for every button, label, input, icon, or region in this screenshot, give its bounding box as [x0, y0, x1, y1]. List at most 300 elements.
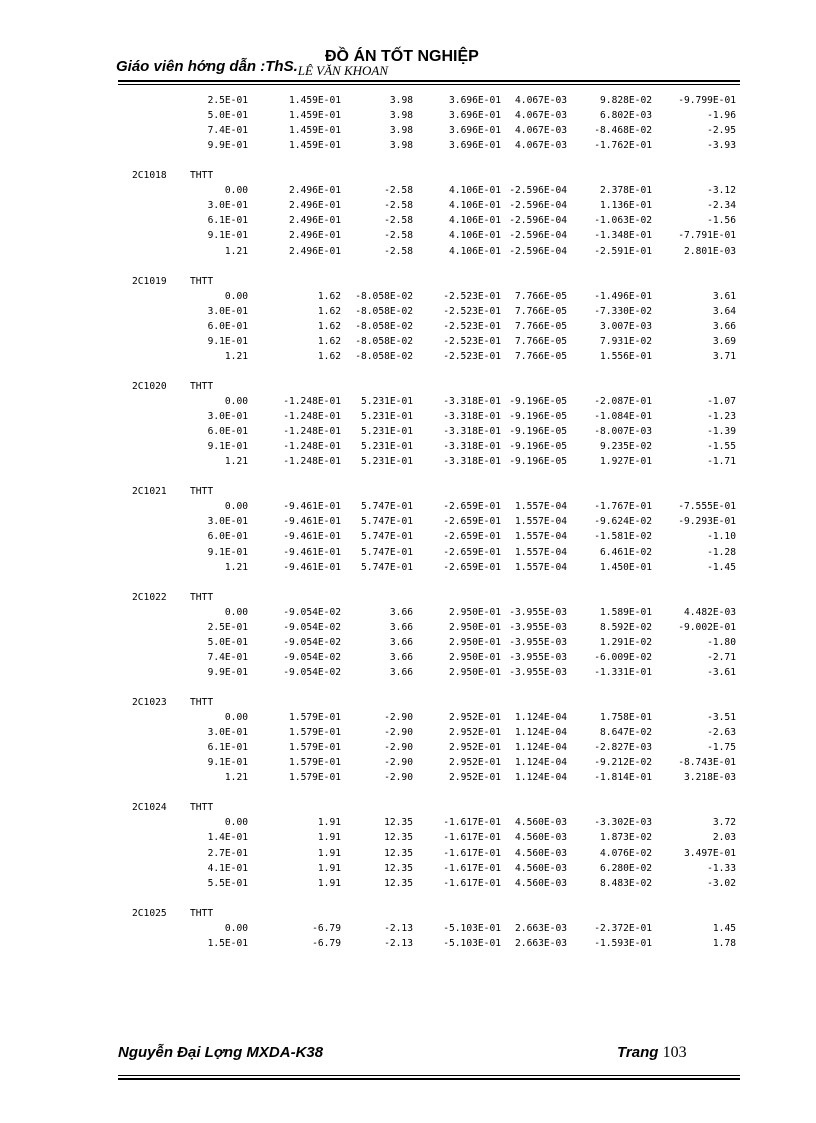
table-cell: -2.523E-01 — [443, 335, 501, 347]
table-cell: -2.58 — [384, 215, 413, 227]
table-cell: -2.90 — [384, 742, 413, 754]
table-row — [0, 846, 816, 861]
table-cell: -2.95 — [707, 125, 736, 137]
table-cell: 1.589E-01 — [600, 606, 652, 618]
table-row — [0, 876, 816, 891]
table-cell: 5.747E-01 — [361, 546, 413, 558]
table-cell: 7.766E-05 — [515, 320, 567, 332]
table-cell: 3.66 — [389, 606, 413, 618]
table-cell: 4.560E-03 — [515, 862, 567, 874]
table-cell: -2.659E-01 — [443, 561, 501, 573]
table-cell: -9.196E-05 — [509, 456, 567, 468]
member-header — [0, 274, 816, 289]
table-cell: -1.581E-02 — [594, 531, 652, 543]
table-cell: 3.696E-01 — [449, 110, 501, 122]
table-row — [0, 319, 816, 334]
table-cell: 3.0E-01 — [207, 516, 248, 528]
table-cell: 0.00 — [224, 817, 248, 829]
table-cell: -2.596E-04 — [509, 245, 567, 257]
table-cell: 4.076E-02 — [600, 847, 652, 859]
table-cell: -3.955E-03 — [509, 636, 567, 648]
table-cell: 1.579E-01 — [289, 757, 341, 769]
table-cell: 9.1E-01 — [207, 335, 248, 347]
table-cell: -2.596E-04 — [509, 200, 567, 212]
table-cell: 7.931E-02 — [600, 335, 652, 347]
table-cell: -2.13 — [384, 922, 413, 934]
table-cell: 2.952E-01 — [449, 742, 501, 754]
table-cell: -2.523E-01 — [443, 305, 501, 317]
table-cell: -9.461E-01 — [283, 501, 341, 513]
table-cell: 2.7E-01 — [207, 847, 248, 859]
table-cell: 6.280E-02 — [600, 862, 652, 874]
member-id: 2C1024 — [132, 802, 167, 814]
table-cell: -3.318E-01 — [443, 456, 501, 468]
table-cell: -2.63 — [707, 727, 736, 739]
table-cell: -3.02 — [707, 877, 736, 889]
table-cell: 1.557E-04 — [515, 561, 567, 573]
member-id: 2C1019 — [132, 275, 167, 287]
table-cell: 1.459E-01 — [289, 125, 341, 137]
table-cell: 3.98 — [389, 140, 413, 152]
table-cell: 0.00 — [224, 712, 248, 724]
table-cell: 4.067E-03 — [515, 125, 567, 137]
table-cell: -1.55 — [707, 441, 736, 453]
table-cell: 3.66 — [712, 320, 736, 332]
table-row — [0, 605, 816, 620]
table-row — [0, 213, 816, 228]
table-cell: -1.28 — [707, 546, 736, 558]
table-cell: 12.35 — [384, 832, 413, 844]
table-cell: 1.21 — [224, 350, 248, 362]
header-title: ĐỒ ÁN TỐT NGHIỆP — [325, 48, 479, 65]
table-cell: 3.72 — [712, 817, 736, 829]
table-cell: -2.659E-01 — [443, 501, 501, 513]
table-cell: -3.318E-01 — [443, 426, 501, 438]
table-cell: 9.9E-01 — [207, 140, 248, 152]
member-header — [0, 168, 816, 183]
footer-rule — [118, 1078, 740, 1080]
table-cell: 1.91 — [317, 817, 341, 829]
table-cell: -3.318E-01 — [443, 396, 501, 407]
table-cell: 1.557E-04 — [515, 531, 567, 543]
table-cell: -9.799E-01 — [678, 95, 736, 106]
table-row — [0, 198, 816, 213]
table-cell: -1.767E-01 — [594, 501, 652, 513]
table-cell: -3.955E-03 — [509, 606, 567, 618]
table-cell: -8.058E-02 — [355, 290, 413, 302]
table-cell: 6.0E-01 — [207, 426, 248, 438]
table-cell: 3.696E-01 — [449, 140, 501, 152]
table-cell: 5.0E-01 — [207, 636, 248, 648]
table-cell: -9.054E-02 — [283, 621, 341, 633]
table-cell: -5.103E-01 — [443, 922, 501, 934]
table-row — [0, 725, 816, 740]
table-cell: 1.579E-01 — [289, 712, 341, 724]
table-row — [0, 545, 816, 560]
table-cell: -2.58 — [384, 200, 413, 212]
table-cell: 3.007E-03 — [600, 320, 652, 332]
table-cell: -1.331E-01 — [594, 666, 652, 678]
header-advisor-prefix: Giáo viên hớng dẫn :ThS. — [116, 58, 298, 75]
table-cell: 1.62 — [317, 320, 341, 332]
table-cell: 3.66 — [389, 651, 413, 663]
table-cell: 2.950E-01 — [449, 651, 501, 663]
member-id: 2C1022 — [132, 591, 167, 603]
table-cell: -1.80 — [707, 636, 736, 648]
table-row — [0, 514, 816, 529]
table-cell: 1.459E-01 — [289, 110, 341, 122]
table-row — [0, 289, 816, 304]
table-cell: 3.66 — [389, 666, 413, 678]
load-case: THTT — [190, 486, 214, 498]
table-cell: 2.663E-03 — [515, 937, 567, 949]
table-cell: 12.35 — [384, 817, 413, 829]
table-cell: 7.766E-05 — [515, 350, 567, 362]
table-cell: -1.39 — [707, 426, 736, 438]
table-cell: 0.00 — [224, 606, 248, 618]
table-cell: 3.66 — [389, 621, 413, 633]
table-cell: -1.617E-01 — [443, 832, 501, 844]
table-cell: 6.0E-01 — [207, 320, 248, 332]
table-cell: 2.950E-01 — [449, 666, 501, 678]
table-cell: 1.459E-01 — [289, 95, 341, 106]
table-cell: 7.4E-01 — [207, 651, 248, 663]
table-cell: 6.1E-01 — [207, 742, 248, 754]
table-cell: -2.087E-01 — [594, 396, 652, 407]
table-cell: 4.106E-01 — [449, 215, 501, 227]
table-cell: 4.106E-01 — [449, 245, 501, 257]
table-row — [0, 755, 816, 770]
table-cell: -1.248E-01 — [283, 426, 341, 438]
table-cell: 4.560E-03 — [515, 832, 567, 844]
table-row — [0, 349, 816, 364]
table-cell: 2.5E-01 — [207, 95, 248, 106]
table-cell: -8.058E-02 — [355, 320, 413, 332]
table-cell: -3.12 — [707, 185, 736, 197]
header-advisor-name: LÊ VĂN KHOAN — [297, 63, 389, 78]
table-cell: 4.1E-01 — [207, 862, 248, 874]
table-cell: 6.1E-01 — [207, 215, 248, 227]
table-cell: 1.124E-04 — [515, 757, 567, 769]
table-cell: 1.124E-04 — [515, 727, 567, 739]
table-cell: 3.98 — [389, 95, 413, 106]
table-cell: -3.318E-01 — [443, 441, 501, 453]
table-cell: 8.592E-02 — [600, 621, 652, 633]
table-cell: -1.248E-01 — [283, 456, 341, 468]
header-rule-thin — [118, 84, 740, 85]
table-cell: 7.766E-05 — [515, 290, 567, 302]
table-cell: 1.4E-01 — [207, 832, 248, 844]
table-cell: 5.747E-01 — [361, 531, 413, 543]
table-cell: -1.617E-01 — [443, 817, 501, 829]
table-cell: 1.21 — [224, 772, 248, 784]
member-id: 2C1023 — [132, 697, 167, 708]
table-cell: 4.560E-03 — [515, 817, 567, 829]
table-row — [0, 529, 816, 544]
table-cell: -3.61 — [707, 666, 736, 678]
table-cell: -2.58 — [384, 185, 413, 197]
table-cell: -9.461E-01 — [283, 531, 341, 543]
table-cell: 5.231E-01 — [361, 396, 413, 407]
load-case: THTT — [190, 591, 214, 603]
table-cell: 7.766E-05 — [515, 335, 567, 347]
table-cell: -2.90 — [384, 712, 413, 724]
table-cell: -9.054E-02 — [283, 636, 341, 648]
table-cell: -1.71 — [707, 456, 736, 468]
load-case: THTT — [190, 275, 214, 287]
table-cell: 3.497E-01 — [684, 847, 736, 859]
table-cell: 1.62 — [317, 305, 341, 317]
table-cell: 5.0E-01 — [207, 110, 248, 122]
table-cell: 1.450E-01 — [600, 561, 652, 573]
table-cell: -1.063E-02 — [594, 215, 652, 227]
table-cell: -2.523E-01 — [443, 290, 501, 302]
table-cell: 2.663E-03 — [515, 922, 567, 934]
table-cell: 2.496E-01 — [289, 185, 341, 197]
table-cell: 5.5E-01 — [207, 877, 248, 889]
member-header — [0, 590, 816, 605]
table-cell: 3.69 — [712, 335, 736, 347]
table-cell: -1.084E-01 — [594, 411, 652, 423]
table-cell: -2.372E-01 — [594, 922, 652, 934]
table-cell: 1.136E-01 — [600, 200, 652, 212]
table-cell: -9.212E-02 — [594, 757, 652, 769]
table-cell: 9.235E-02 — [600, 441, 652, 453]
table-row — [0, 228, 816, 243]
table-cell: 4.067E-03 — [515, 110, 567, 122]
table-cell: 7.766E-05 — [515, 305, 567, 317]
footer-page-number: 103 — [662, 1044, 687, 1061]
table-row — [0, 409, 816, 424]
table-row — [0, 424, 816, 439]
table-cell: -3.955E-03 — [509, 666, 567, 678]
table-cell: -1.617E-01 — [443, 847, 501, 859]
table-cell: -8.058E-02 — [355, 335, 413, 347]
table-cell: 8.647E-02 — [600, 727, 652, 739]
load-case: THTT — [190, 697, 214, 708]
table-cell: -1.96 — [707, 110, 736, 122]
table-cell: 1.78 — [712, 937, 736, 949]
table-cell: -1.348E-01 — [594, 230, 652, 242]
table-cell: 1.579E-01 — [289, 772, 341, 784]
header-rule — [118, 80, 740, 82]
table-row — [0, 499, 816, 514]
table-cell: 1.124E-04 — [515, 772, 567, 784]
table-cell: -9.054E-02 — [283, 651, 341, 663]
table-cell: -1.248E-01 — [283, 411, 341, 423]
table-cell: -1.593E-01 — [594, 937, 652, 949]
table-cell: 2.496E-01 — [289, 200, 341, 212]
table-cell: 0.00 — [224, 185, 248, 197]
table-cell: 9.828E-02 — [600, 95, 652, 106]
table-cell: -1.10 — [707, 531, 736, 543]
table-cell: -9.196E-05 — [509, 396, 567, 407]
table-cell: 3.0E-01 — [207, 305, 248, 317]
table-cell: -2.659E-01 — [443, 531, 501, 543]
table-cell: 9.1E-01 — [207, 230, 248, 242]
table-cell: 1.91 — [317, 862, 341, 874]
table-row — [0, 710, 816, 725]
table-row — [0, 650, 816, 665]
table-cell: 5.231E-01 — [361, 456, 413, 468]
table-cell: -3.955E-03 — [509, 621, 567, 633]
table-cell: -2.523E-01 — [443, 320, 501, 332]
table-cell: -2.34 — [707, 200, 736, 212]
table-row — [0, 93, 816, 108]
table-cell: 2.952E-01 — [449, 757, 501, 769]
table-cell: -2.596E-04 — [509, 185, 567, 197]
table-cell: 3.696E-01 — [449, 125, 501, 137]
table-cell: -1.23 — [707, 411, 736, 423]
table-row — [0, 304, 816, 319]
table-cell: 3.0E-01 — [207, 727, 248, 739]
table-cell: -3.955E-03 — [509, 651, 567, 663]
load-case: THTT — [190, 170, 214, 182]
table-cell: 3.0E-01 — [207, 411, 248, 423]
table-cell: 2.950E-01 — [449, 621, 501, 633]
table-cell: 4.560E-03 — [515, 847, 567, 859]
table-cell: -7.791E-01 — [678, 230, 736, 242]
table-cell: 1.556E-01 — [600, 350, 652, 362]
table-cell: 6.802E-03 — [600, 110, 652, 122]
table-cell: 1.5E-01 — [207, 937, 248, 949]
table-cell: 1.557E-04 — [515, 516, 567, 528]
table-cell: 2.952E-01 — [449, 772, 501, 784]
table-row — [0, 861, 816, 876]
table-cell: -2.591E-01 — [594, 245, 652, 257]
table-cell: 4.067E-03 — [515, 140, 567, 152]
load-case: THTT — [190, 380, 214, 392]
table-cell: -1.496E-01 — [594, 290, 652, 302]
table-cell: -9.293E-01 — [678, 516, 736, 528]
table-cell: 1.91 — [317, 847, 341, 859]
table-cell: -6.009E-02 — [594, 651, 652, 663]
table-cell: 1.873E-02 — [600, 832, 652, 844]
table-cell: -6.79 — [312, 922, 341, 934]
table-row — [0, 635, 816, 650]
table-cell: -2.659E-01 — [443, 516, 501, 528]
table-cell: 12.35 — [384, 862, 413, 874]
table-cell: -6.79 — [312, 937, 341, 949]
table-cell: 3.0E-01 — [207, 200, 248, 212]
footer-rule-thin — [118, 1075, 740, 1076]
table-cell: 3.66 — [389, 636, 413, 648]
member-id: 2C1025 — [132, 907, 167, 919]
table-cell: 2.496E-01 — [289, 245, 341, 257]
table-cell: -2.596E-04 — [509, 215, 567, 227]
table-cell: 12.35 — [384, 877, 413, 889]
table-cell: 4.106E-01 — [449, 185, 501, 197]
table-cell: 1.21 — [224, 245, 248, 257]
member-header — [0, 800, 816, 815]
footer-page-label: Trang — [617, 1044, 659, 1061]
table-cell: 1.91 — [317, 832, 341, 844]
table-cell: 4.482E-03 — [684, 606, 736, 618]
table-cell: 1.21 — [224, 456, 248, 468]
table-cell: 1.927E-01 — [600, 456, 652, 468]
table-cell: -3.302E-03 — [594, 817, 652, 829]
load-case: THTT — [190, 907, 214, 919]
table-cell: -1.07 — [707, 396, 736, 407]
table-cell: -1.814E-01 — [594, 772, 652, 784]
table-cell: -8.058E-02 — [355, 305, 413, 317]
table-cell: -9.461E-01 — [283, 561, 341, 573]
table-cell: 3.71 — [712, 350, 736, 362]
table-cell: -1.617E-01 — [443, 877, 501, 889]
table-cell: 2.952E-01 — [449, 712, 501, 724]
table-cell: -2.523E-01 — [443, 350, 501, 362]
table-cell: 5.231E-01 — [361, 426, 413, 438]
table-cell: 5.747E-01 — [361, 561, 413, 573]
table-row — [0, 936, 816, 951]
table-row — [0, 183, 816, 198]
table-cell: -3.93 — [707, 140, 736, 152]
table-row — [0, 815, 816, 830]
table-cell: 2.496E-01 — [289, 215, 341, 227]
table-cell: 2.950E-01 — [449, 606, 501, 618]
table-cell: -9.196E-05 — [509, 441, 567, 453]
table-cell: -9.196E-05 — [509, 411, 567, 423]
table-cell: -1.248E-01 — [283, 441, 341, 453]
table-cell: 9.1E-01 — [207, 546, 248, 558]
table-cell: -8.007E-03 — [594, 426, 652, 438]
table-cell: 3.218E-03 — [684, 772, 736, 784]
table-cell: 0.00 — [224, 290, 248, 302]
table-cell: 2.03 — [712, 832, 736, 844]
table-cell: -1.248E-01 — [283, 396, 341, 407]
table-cell: -2.58 — [384, 245, 413, 257]
table-cell: -1.33 — [707, 862, 736, 874]
table-cell: 5.231E-01 — [361, 411, 413, 423]
table-cell: 1.91 — [317, 877, 341, 889]
table-row — [0, 123, 816, 138]
table-row — [0, 830, 816, 845]
table-cell: 1.579E-01 — [289, 727, 341, 739]
table-cell: 6.461E-02 — [600, 546, 652, 558]
table-cell: 3.98 — [389, 125, 413, 137]
footer-page — [617, 1044, 687, 1062]
member-id: 2C1021 — [132, 486, 167, 498]
table-row — [0, 244, 816, 259]
table-cell: -2.659E-01 — [443, 546, 501, 558]
table-cell: 1.62 — [317, 350, 341, 362]
table-cell: 1.62 — [317, 290, 341, 302]
table-cell: -5.103E-01 — [443, 937, 501, 949]
table-cell: -9.054E-02 — [283, 606, 341, 618]
table-cell: -3.318E-01 — [443, 411, 501, 423]
table-cell: 3.696E-01 — [449, 95, 501, 106]
member-header — [0, 379, 816, 394]
member-id: 2C1020 — [132, 380, 167, 392]
table-cell: -9.054E-02 — [283, 666, 341, 678]
table-cell: 1.45 — [712, 922, 736, 934]
table-cell: 1.557E-04 — [515, 501, 567, 513]
load-case: THTT — [190, 802, 214, 814]
table-cell: 5.747E-01 — [361, 501, 413, 513]
table-cell: -9.624E-02 — [594, 516, 652, 528]
table-cell: -2.90 — [384, 757, 413, 769]
table-cell: -9.461E-01 — [283, 516, 341, 528]
table-cell: 5.231E-01 — [361, 441, 413, 453]
table-cell: 4.106E-01 — [449, 230, 501, 242]
table-cell: -2.90 — [384, 772, 413, 784]
table-row — [0, 770, 816, 785]
table-cell: 6.0E-01 — [207, 531, 248, 543]
table-cell: -1.45 — [707, 561, 736, 573]
table-cell: -8.058E-02 — [355, 350, 413, 362]
table-cell: -8.743E-01 — [678, 757, 736, 769]
table-cell: 1.758E-01 — [600, 712, 652, 724]
